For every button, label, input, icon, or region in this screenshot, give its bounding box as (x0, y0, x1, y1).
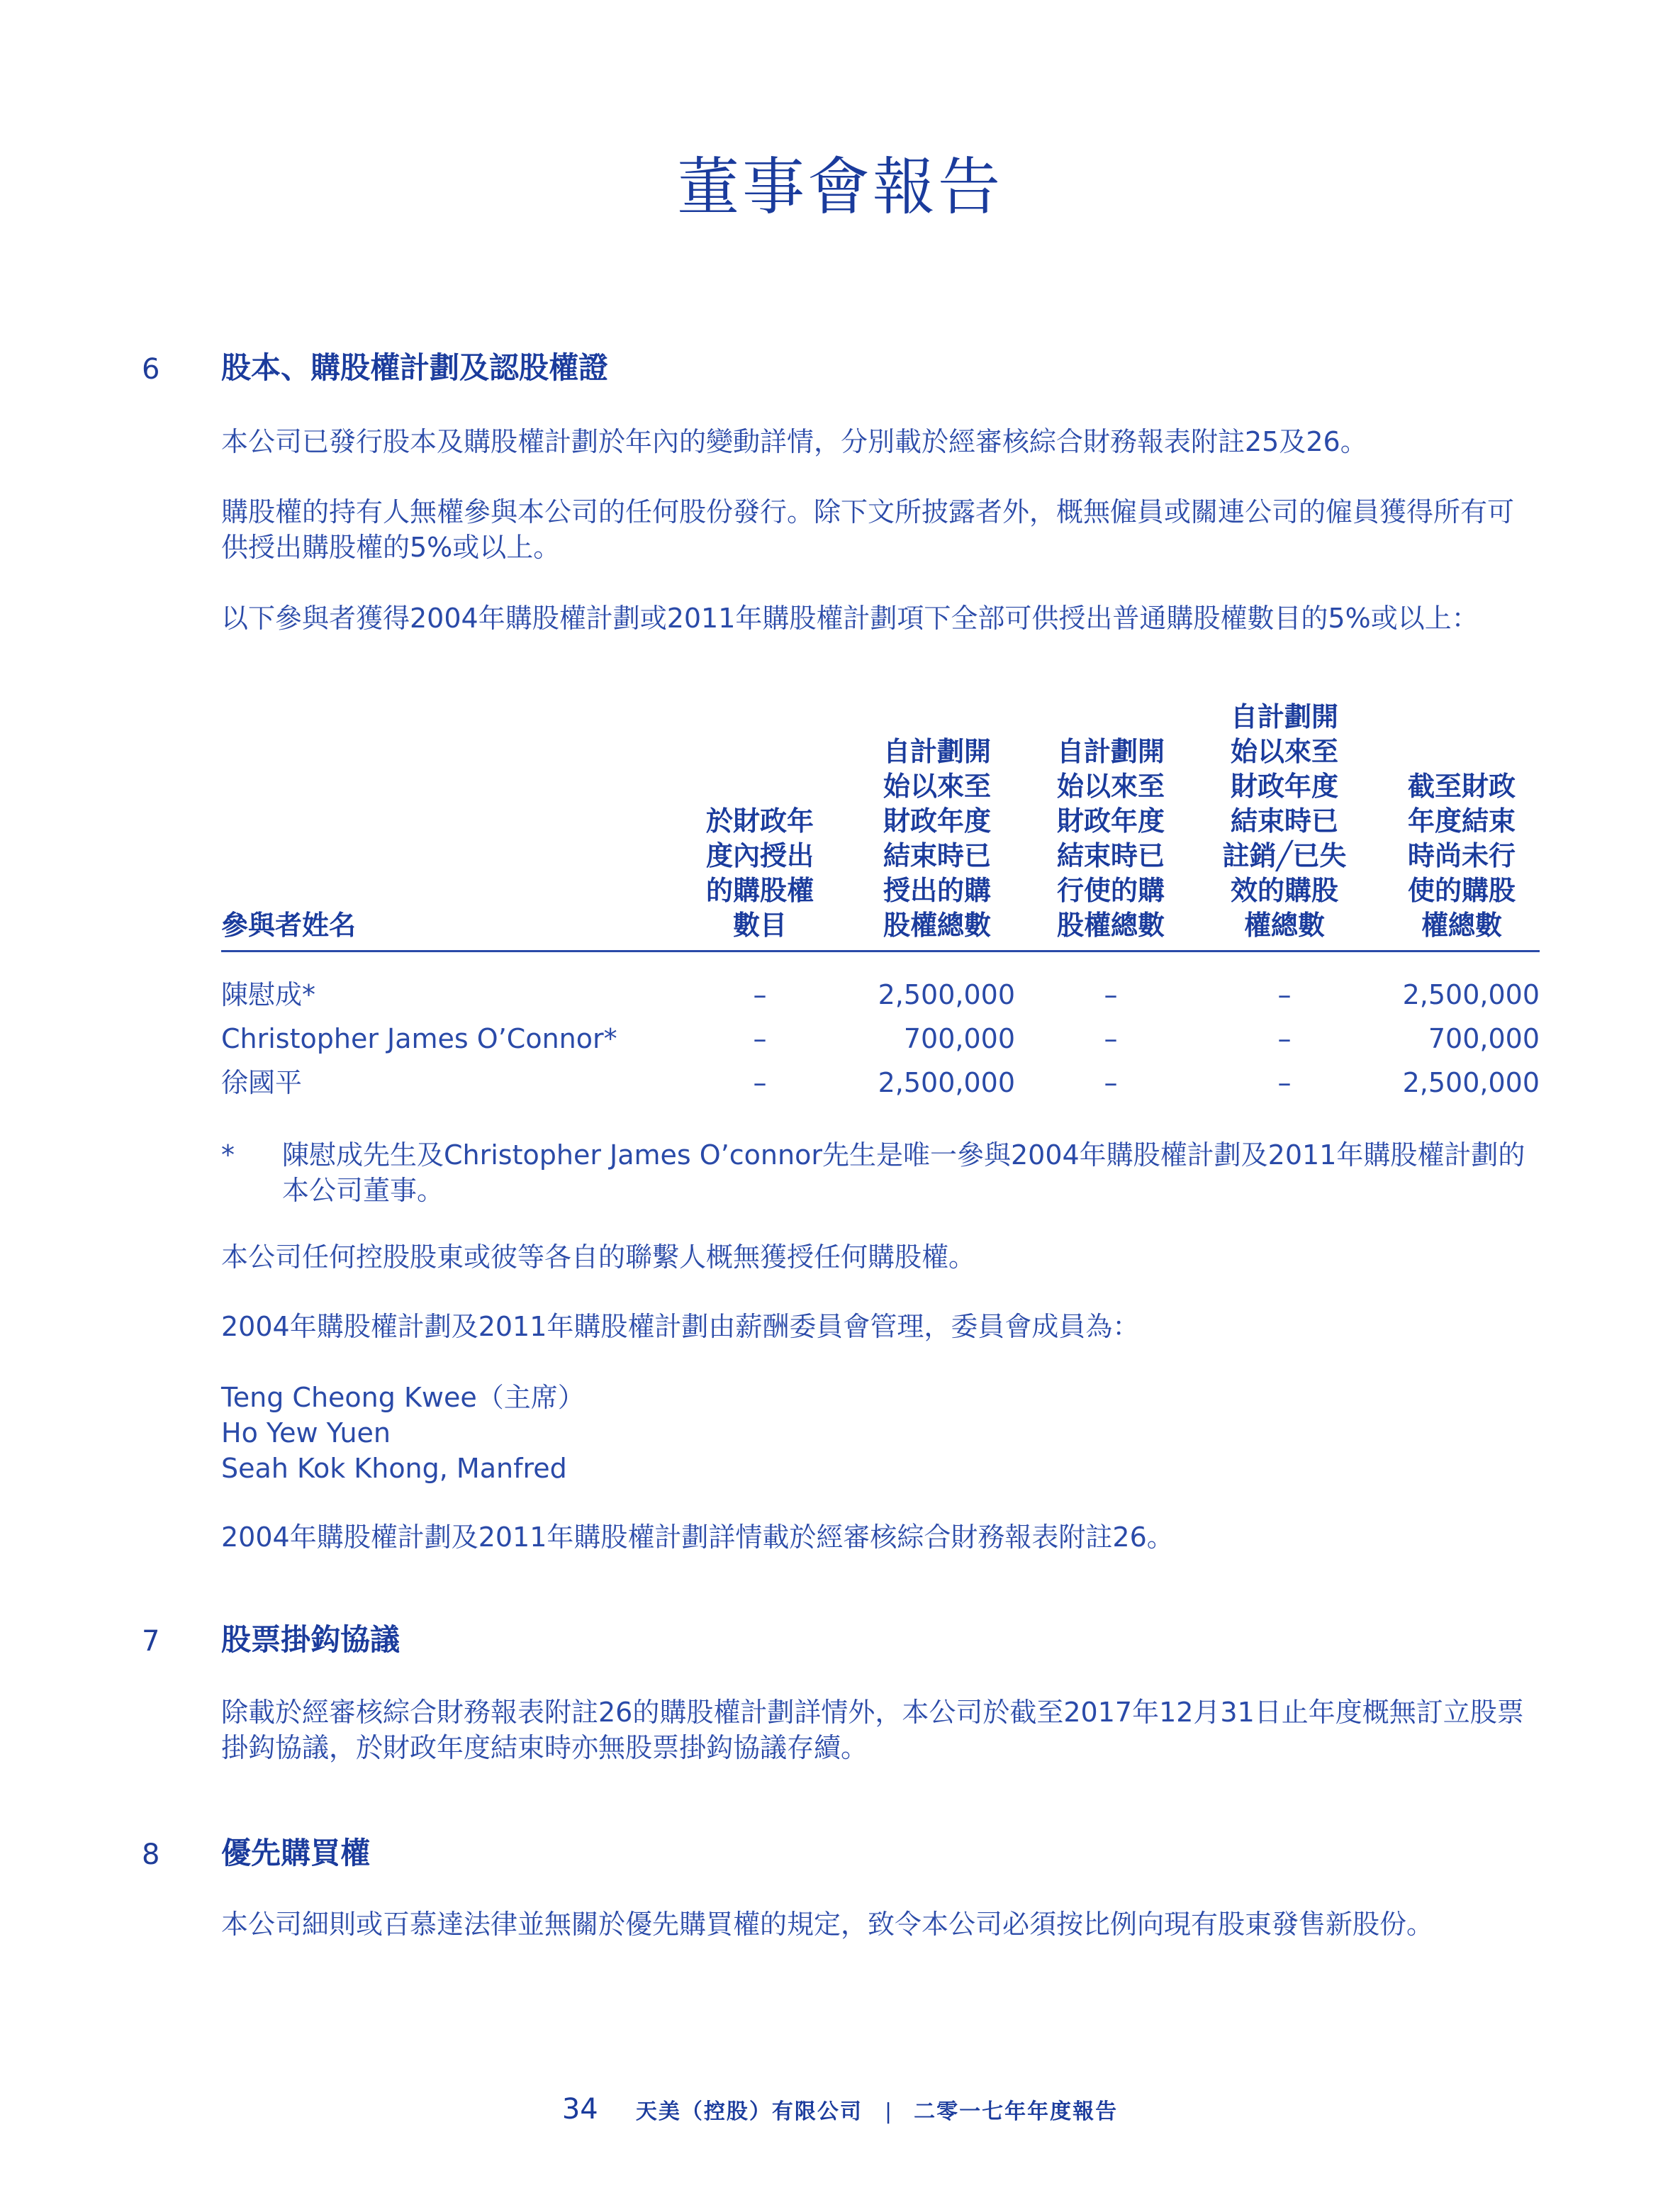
section-6-paragraph-5: 2004年購股權計劃及2011年購股權計劃由薪酬委員會管理，委員會成員為： (221, 1311, 1140, 1342)
cancelled-value: – (1277, 979, 1292, 1010)
exercised-value: – (1104, 979, 1118, 1010)
table-header-rule (221, 950, 1540, 952)
footer-separator: | (884, 2099, 892, 2124)
table-row (221, 1061, 1540, 1104)
participant-name: 陳慰成* (221, 979, 316, 1010)
section-6-paragraph-4: 本公司任何控股股東或彼等各自的聯繫人概無獲授任何購股權。 (221, 1241, 976, 1273)
section-7-number: 7 (142, 1625, 160, 1658)
footer-company-name: 天美（控股）有限公司 (635, 2099, 863, 2124)
participant-name: 徐國平 (221, 1067, 303, 1098)
committee-member: Ho Yew Yuen (221, 1417, 391, 1449)
granted-year-value: – (753, 1023, 767, 1054)
section-6-heading: 股本、購股權計劃及認股權證 (221, 350, 609, 385)
section-6-paragraph-2: 購股權的持有人無權參與本公司的任何股份發行。除下文所披露者外，概無僱員或關連公司的僱員獲得所有可供授出購股權的5%或以上。 (221, 496, 1515, 563)
section-8-number: 8 (142, 1838, 160, 1871)
page-footer (0, 2093, 1680, 2126)
section-8-heading: 優先購買權 (221, 1836, 371, 1870)
table-row (221, 1017, 1540, 1060)
committee-member: Seah Kok Khong, Manfred (221, 1453, 567, 1484)
page-title: 董事會報告 (676, 150, 1003, 223)
header-exercised-total: 自計劃開 始以來至 財政年度 結束時已 行使的購 股權總數 (1056, 736, 1165, 941)
header-granted-total: 自計劃開 始以來至 財政年度 結束時已 授出的購 股權總數 (883, 736, 991, 941)
section-8-paragraph-1: 本公司細則或百慕達法律並無關於優先購買權的規定，致令本公司必須按比例向現有股東發售新股份。 (221, 1909, 1434, 1940)
table-row (221, 973, 1540, 1016)
footer-report-title: 二零一七年年度報告 (914, 2099, 1119, 2124)
committee-member: Teng Cheong Kwee（主席） (221, 1382, 585, 1413)
header-participant-name: 參與者姓名 (221, 910, 357, 941)
granted-year-value: – (753, 1067, 767, 1098)
participant-name: Christopher James O’Connor* (221, 1023, 617, 1054)
granted-total-value: 700,000 (903, 1023, 1015, 1054)
options-table-header (221, 702, 1540, 950)
section-6-paragraph-3: 以下參與者獲得2004年購股權計劃或2011年購股權計劃項下全部可供授出普通購股權數目的5%或以上： (221, 603, 1479, 634)
header-cancelled-lapsed-total: 自計劃開 始以來至 財政年度 結束時已 註銷╱已失 效的購股 權總數 (1222, 701, 1347, 941)
footnote-marker: * (221, 1139, 235, 1171)
page-number: 34 (561, 2093, 598, 2126)
granted-year-value: – (753, 979, 767, 1010)
header-granted-during-year: 於財政年 度內授出 的購股權 數目 (705, 805, 814, 941)
exercised-value: – (1104, 1023, 1118, 1054)
cancelled-value: – (1277, 1023, 1292, 1054)
committee-members-list (221, 1380, 585, 1486)
section-7-heading: 股票掛鈎協議 (221, 1622, 401, 1657)
outstanding-value: 2,500,000 (1402, 979, 1540, 1010)
exercised-value: – (1104, 1067, 1118, 1098)
outstanding-value: 700,000 (1428, 1023, 1540, 1054)
header-outstanding-total: 截至財政 年度結束 時尚未行 使的購股 權總數 (1407, 771, 1516, 941)
section-6-paragraph-1: 本公司已發行股本及購股權計劃於年內的變動詳情，分別載於經審核綜合財務報表附註25及26。 (221, 426, 1367, 457)
footnote-text: 陳慰成先生及Christopher James O’connor先生是唯一參與2004年購股權計劃及2011年購股權計劃的本公司董事。 (282, 1139, 1525, 1206)
section-7-paragraph-1: 除載於經審核綜合財務報表附註26的購股權計劃詳情外，本公司於截至2017年12月31日止年度概無訂立股票掛鈎協議，於財政年度結束時亦無股票掛鈎協議存續。 (221, 1697, 1524, 1763)
granted-total-value: 2,500,000 (878, 979, 1015, 1010)
outstanding-value: 2,500,000 (1402, 1067, 1540, 1098)
granted-total-value: 2,500,000 (878, 1067, 1015, 1098)
cancelled-value: – (1277, 1067, 1292, 1098)
section-6-paragraph-6: 2004年購股權計劃及2011年購股權計劃詳情載於經審核綜合財務報表附註26。 (221, 1522, 1174, 1553)
section-6-number: 6 (142, 353, 160, 386)
